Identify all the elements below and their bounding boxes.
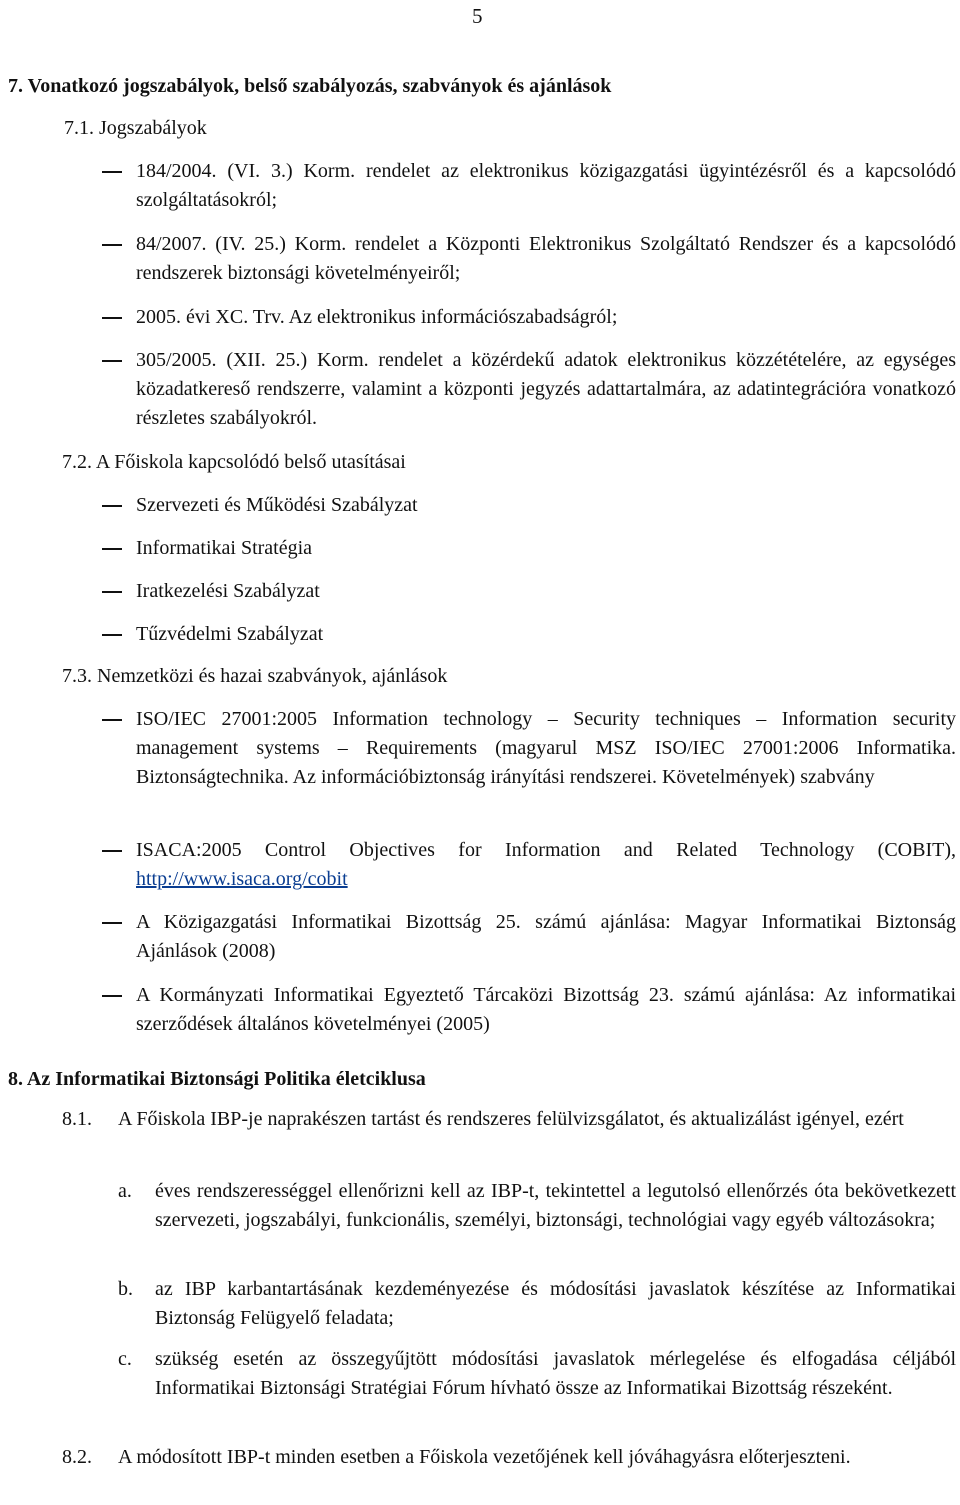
dash-bullet: [102, 719, 122, 721]
section-7-heading: 7. Vonatkozó jogszabályok, belső szabályozás, szabványok és ajánlások: [8, 75, 612, 97]
list-item: [102, 981, 956, 1039]
list-item: [102, 534, 956, 563]
dash-bullet: [102, 360, 122, 362]
numbered-paragraph: [62, 1105, 956, 1134]
paragraph-text: A Főiskola IBP-je naprakészen tartást és rendszeres felülvizsgálatot, és aktualizálást igényel, ezért: [118, 1108, 904, 1130]
dash-bullet: [102, 634, 122, 636]
list-item: [102, 836, 956, 894]
subsection-7-1-heading: 7.1. Jogszabályok: [64, 117, 207, 139]
item-letter: b.: [118, 1278, 133, 1300]
item-text: éves rendszerességgel ellenőrizni kell az IBP-t, tekintettel a legutolsó ellenőrzés óta bekövetkezett szervezeti, jogszabályi, funkcionális, személyi, biztonsági, technológiai vagy egyéb változásokra;: [155, 1180, 956, 1231]
list-item-text: 305/2005. (XII. 25.) Korm. rendelet a közérdekű adatok elektronikus közzétételére, az egységes közadatkereső rendszerre, valamint a központi jegyzés adattartalmára, az adatintegrációra vonatkozó részletes szabályokról.: [136, 349, 956, 429]
section-8-heading: 8. Az Informatikai Biztonsági Politika életciklusa: [8, 1068, 426, 1090]
list-item: [102, 230, 956, 288]
dash-bullet: [102, 995, 122, 997]
list-item-text: Tűzvédelmi Szabályzat: [136, 623, 324, 645]
list-item: [102, 157, 956, 215]
list-item: [102, 577, 956, 606]
list-item: [102, 908, 956, 966]
dash-bullet: [102, 850, 122, 852]
dash-bullet: [102, 244, 122, 246]
subsection-7-3-heading: 7.3. Nemzetközi és hazai szabványok, ajánlások: [62, 665, 448, 687]
list-item-text: ISO/IEC 27001:2005 Information technology – Security techniques – Information security management systems – Requirements (magyarul MSZ ISO/IEC 27001:2006 Informatika. Biztonságtechnika. Az információbiztonság irányítási rendszerei. Követelmények) szabvány: [136, 708, 956, 788]
lettered-item: [118, 1275, 956, 1333]
lettered-item: [118, 1345, 956, 1403]
dash-bullet: [102, 505, 122, 507]
paragraph-text: A módosított IBP-t minden esetben a Főiskola vezetőjének kell jóváhagyásra előterjeszteni.: [118, 1446, 851, 1468]
dash-bullet: [102, 317, 122, 319]
list-item-text: Szervezeti és Működési Szabályzat: [136, 494, 418, 516]
paragraph-number: 8.1.: [62, 1108, 92, 1130]
subsection-7-2-heading: 7.2. A Főiskola kapcsolódó belső utasításai: [62, 451, 406, 473]
cobit-link[interactable]: http://www.isaca.org/cobit: [136, 868, 348, 890]
list-item: [102, 620, 956, 649]
list-item-text: Informatikai Stratégia: [136, 537, 313, 559]
list-item: [102, 346, 956, 433]
item-text: szükség esetén az összegyűjtött módosítási javaslatok mérlegelése és elfogadása céljából Informatikai Biztonsági Stratégiai Fórum hívható össze az Informatikai Bizottság részeként.: [155, 1348, 956, 1399]
numbered-paragraph: [62, 1443, 956, 1472]
dash-bullet: [102, 548, 122, 550]
list-item-text: 84/2007. (IV. 25.) Korm. rendelet a Központi Elektronikus Szolgáltató Rendszer és a kapcsolódó rendszerek biztonsági követelményeiről;: [136, 233, 956, 284]
item-letter: c.: [118, 1348, 132, 1370]
list-item: [102, 303, 956, 332]
list-item: [102, 491, 956, 520]
item-text: az IBP karbantartásának kezdeményezése és módosítási javaslatok készítése az Informatikai Biztonság Felügyelő feladata;: [155, 1278, 956, 1329]
page-number: 5: [472, 4, 483, 28]
cobit-text: ISACA:2005 Control Objectives for Information and Related Technology (COBIT),: [136, 839, 956, 861]
item-letter: a.: [118, 1180, 132, 1202]
lettered-item: [118, 1177, 956, 1235]
list-item-text: 184/2004. (VI. 3.) Korm. rendelet az elektronikus közigazgatási ügyintézésről és a kapcsolódó szolgáltatásokról;: [136, 160, 956, 211]
list-item: [102, 705, 956, 792]
dash-bullet: [102, 591, 122, 593]
list-item-text: Iratkezelési Szabályzat: [136, 580, 320, 602]
list-item-text: A Közigazgatási Informatikai Bizottság 25. számú ajánlása: Magyar Informatikai Biztonság Ajánlások (2008): [136, 911, 956, 962]
list-item-text: A Kormányzati Informatikai Egyeztető Tárcaközi Bizottság 23. számú ajánlása: Az informatikai szerződések általános követelményei (2005): [136, 984, 956, 1035]
list-item-text: 2005. évi XC. Trv. Az elektronikus információszabadságról;: [136, 306, 618, 328]
paragraph-number: 8.2.: [62, 1446, 92, 1468]
dash-bullet: [102, 171, 122, 173]
list-item-text: [136, 836, 956, 894]
dash-bullet: [102, 922, 122, 924]
